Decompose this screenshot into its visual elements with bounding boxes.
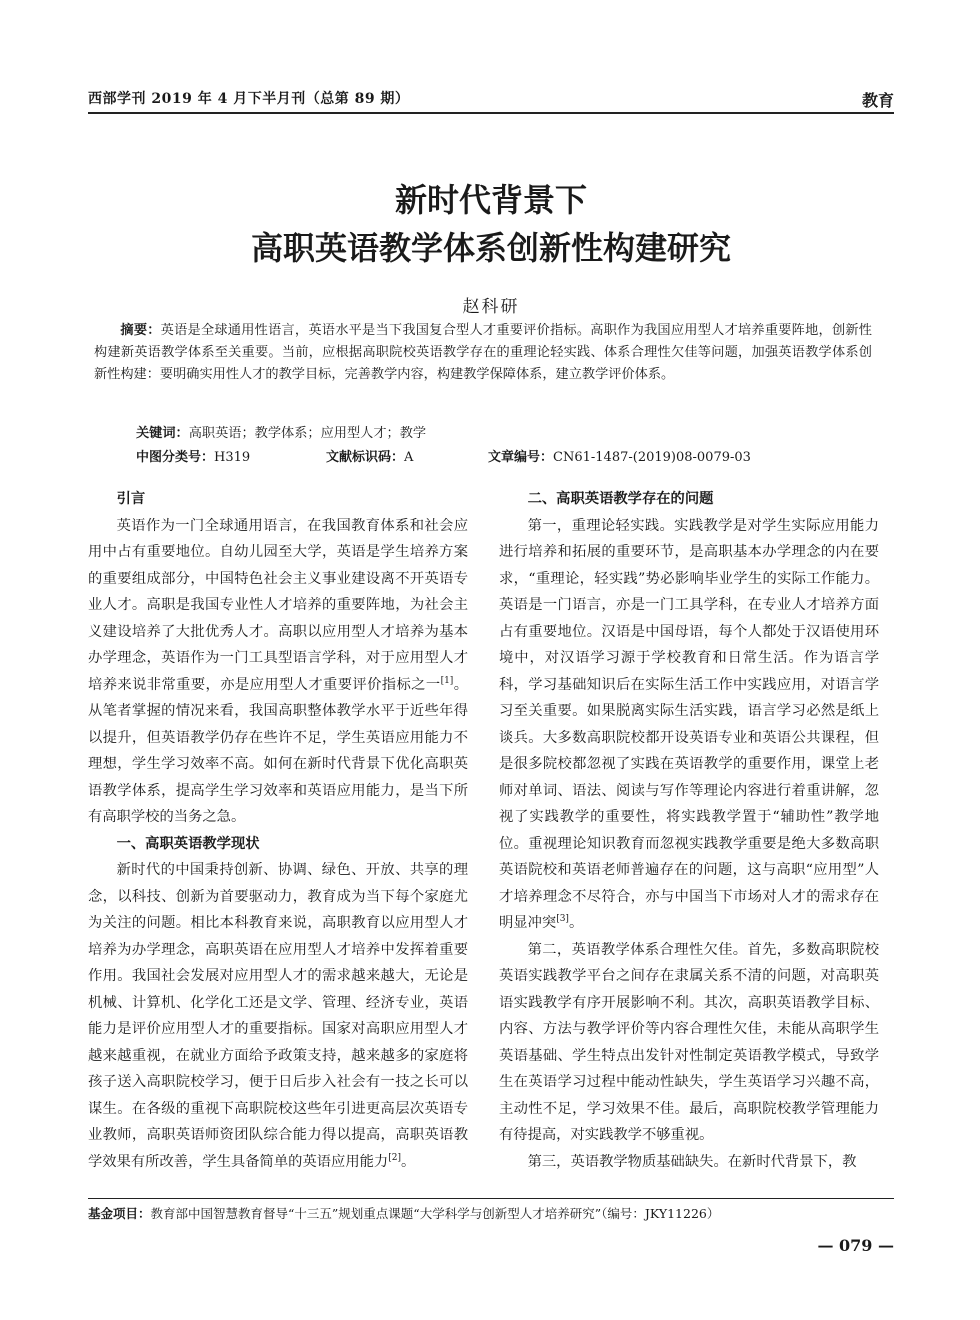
article-label: 文章编号： [488, 450, 554, 465]
doc-label: 文献标识码： [326, 450, 405, 465]
intro-text: 英语作为一门全球通用语言，在我国教育体系和社会应用中占有重要地位。自幼儿园至大学，英语是学生培养方案的重要组成部分，中国特色社会主义事业建设离不开英语专业人才。高职是我国专业性人才培养的重要阵地，为社会主义建设培养了大批优秀人才。高职以应用型人才培养为基本办学理念，英语作为一门工具型语言学科，对于应用型人才培养来说非常重要，亦是应用型人才重要评价指标之一 [88, 517, 468, 693]
footnote-rule [88, 1198, 894, 1199]
funding-label: 基金项目： [88, 1206, 151, 1221]
clc-value: H319 [214, 450, 251, 465]
section-2-text-1: 第一，重理论轻实践。实践教学是对学生实际应用能力进行培养和拓展的重要环节，是高职基本办学理念的内在要求，“重理论，轻实践”势必影响毕业学生的实际工作能力。英语是一门语言，亦是一门工具学科，在专业人才培养方面占有重要地位。汉语是中国母语，每个人都处于汉语使用环境中，对汉语学习源于学校教育和日常生活。作为语言学科，学习基础知识后在实际生活工作中实践应用，对语言学习至关重要。如果脱离实际生活实践，语言学习必然是纸上谈兵。大多数高职院校都开设英语专业和英语公共课程，但是很多院校都忽视了实践在英语教学的重要作用，课堂上老师对单词、语法、阅读与写作等理论内容进行着重讲解，忽视了实践教学的重要性，将实践教学置于“辅助性”教学地位。重视理论知识教育而忽视实践教学重要是绝大多数高职英语院校和英语老师普遍存在的问题，这与高职“应用型”人才培养理念不尽符合，亦与中国当下市场对人才的需求存在明显冲突 [499, 517, 879, 931]
keywords [136, 422, 426, 441]
page-number: — 079 — [817, 1236, 894, 1255]
citation-ref: [3] [556, 914, 569, 925]
abstract [94, 320, 872, 386]
intro-heading: 引言 [116, 491, 146, 507]
keywords-label: 关键词： [136, 426, 189, 441]
journal-info: 西部学刊 2019 年 4 月下半月刊（总第 89 期） [88, 91, 410, 107]
section-1-text-end: 。 [400, 1153, 416, 1170]
section-1-paragraph [88, 857, 468, 1175]
section-1-text: 新时代的中国秉持创新、协调、绿色、开放、共享的理念，以科技、创新为首要驱动力，教育成为当下每个家庭尤为关注的问题。相比本科教育来说，高职教育以应用型人才培养为办学理念，高职英语在应用型人才培养中发挥着重要作用。我国社会发展对应用型人才的需求越来越大，无论是机械、计算机、化学化工还是文学、管理、经济专业，英语能力是评价应用型人才的重要指标。国家对高职应用型人才越来越重视，在就业方面给予政策支持，越来越多的家庭将孩子送入高职院校学习，便于日后步入社会有一技之长可以谋生。在各级的重视下高职院校这些年引进更高层次英语专业教师，高职英语师资团队综合能力得以提高，高职英语教学效果有所改善，学生具备简单的英语应用能力 [88, 862, 468, 1170]
citation-ref: [1] [440, 675, 454, 686]
article-number [488, 446, 751, 465]
doc-code [326, 446, 413, 465]
clc-label: 中图分类号： [136, 450, 215, 465]
section-2-heading: 二、高职英语教学存在的问题 [527, 491, 714, 507]
header-rule [88, 112, 894, 114]
section-2-paragraph-2: 第二，英语教学体系合理性欠佳。首先，多数高职院校英语实践教学平台之间存在隶属关系不清的问题，对高职英语实践教学有序开展影响不利。其次，高职英语教学目标、内容、方法与教学评价等内容合理性欠佳，未能从高职学生英语基础、学生特点出发针对性制定英语教学模式，导致学生在英语学习过程中能动性缺失，学生英语学习兴趣不高，主动性不足，学习效果不佳。最后，高职院校教学管理能力有待提高，对实践教学不够重视。 [499, 941, 879, 1143]
section-label: 教育 [861, 91, 894, 110]
funding-footnote [88, 1204, 894, 1222]
abstract-label: 摘要： [120, 323, 161, 338]
doc-value: A [404, 450, 414, 465]
title-line-2: 高职英语教学体系创新性构建研究 [250, 229, 731, 267]
keywords-text: 高职英语；教学体系；应用型人才；教学 [188, 426, 427, 441]
abstract-text: 英语是全球通用性语言，英语水平是当下我国复合型人才重要评价指标。高职作为我国应用型人才培养重要阵地，创新性构建新英语教学体系至关重要。当前，应根据高职院校英语教学存在的重理论轻实践、体系合理性欠佳等问题，加强英语教学体系创新性构建：要明确实用性人才的教学目标，完善教学内容，构建教学保障体系，建立教学评价体系。 [94, 323, 872, 382]
funding-text: 教育部中国智慧教育督导“十三五”规划重点课题“大学科学与创新型人才培养研究”（编号：JKY11226） [150, 1206, 720, 1221]
clc-number [136, 446, 250, 465]
running-header [88, 84, 894, 112]
section-1-heading: 一、高职英语教学现状 [116, 835, 260, 852]
author: 赵科研 [462, 297, 520, 317]
section-2-text-1-end: 。 [568, 915, 584, 931]
section-2-paragraph-1 [499, 513, 879, 937]
article-value: CN61-1487-(2019)08-0079-03 [553, 450, 751, 465]
body-column-left [88, 486, 468, 1175]
section-2-paragraph-3: 第三，英语教学物质基础缺失。在新时代背景下，教 [527, 1153, 857, 1170]
intro-paragraph [88, 513, 468, 831]
title-line-1: 新时代背景下 [394, 181, 587, 219]
citation-ref: [2] [388, 1152, 401, 1163]
intro-text-rest: 。从笔者掌握的情况来看，我国高职整体教学水平于近些年得以提升，但英语教学仍存在些许不足，学生英语应用能力不理想，学生学习效率不高。如何在新时代背景下优化高职英语教学体系，提高学生学习效率和英语应用能力，是当下所有高职学校的当务之急。 [88, 676, 469, 825]
body-column-right [499, 486, 879, 1175]
